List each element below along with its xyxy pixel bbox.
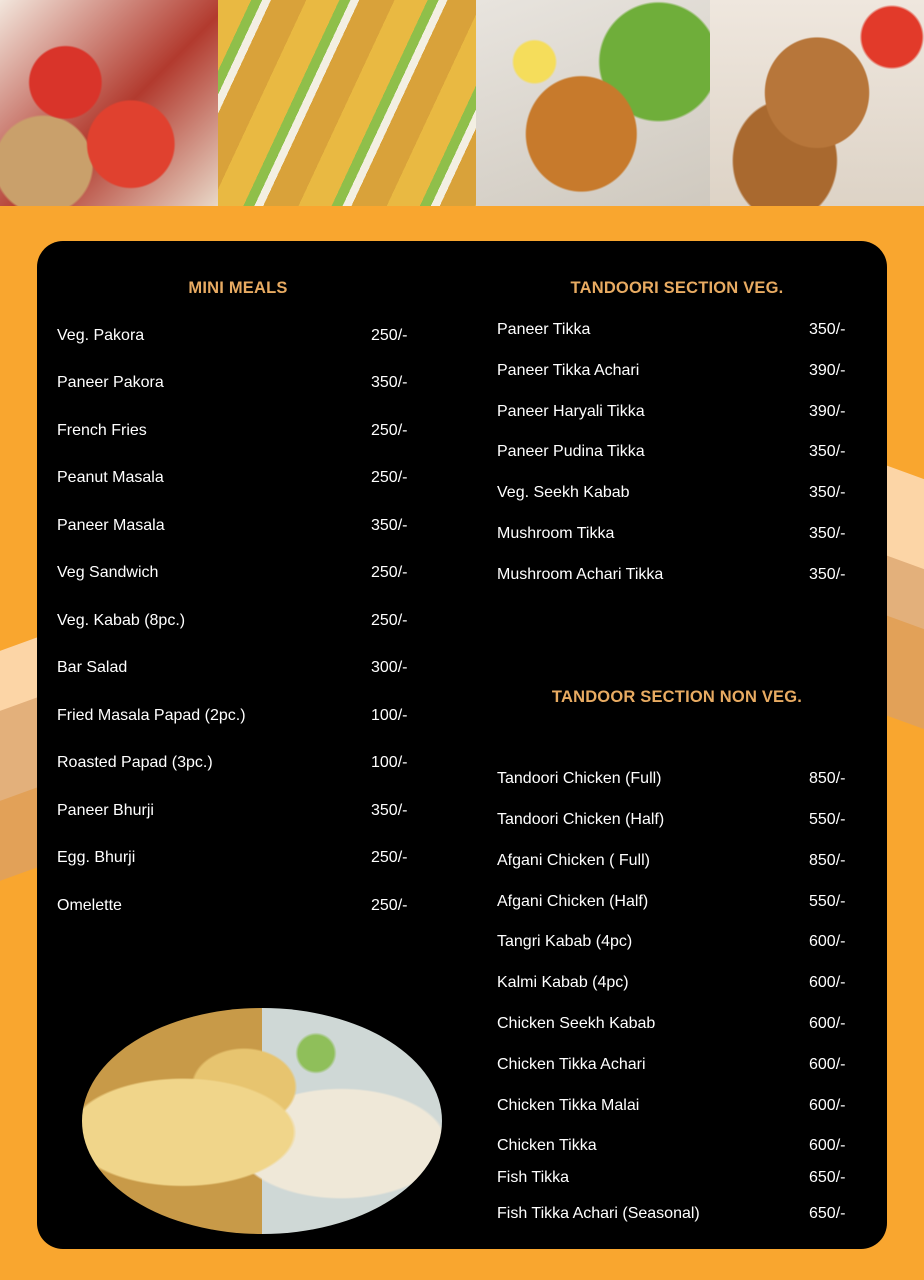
menu-item-price: 350/- xyxy=(809,484,846,501)
menu-item-name: Afgani Chicken (Half) xyxy=(497,893,649,910)
menu-item-price: 600/- xyxy=(809,1056,846,1073)
menu-item-name: Bar Salad xyxy=(57,659,128,676)
menu-item-name: Fish Tikka xyxy=(497,1169,570,1186)
menu-item-price: 350/- xyxy=(371,374,408,391)
cutlet-photo xyxy=(476,0,710,206)
menu-item-name: Peanut Masala xyxy=(57,469,164,486)
menu-item-name: Paneer Pakora xyxy=(57,374,164,391)
menu-item-price: 600/- xyxy=(809,974,846,991)
menu-item-name: Paneer Masala xyxy=(57,517,165,534)
mini-meals-title: MINI MEALS xyxy=(188,279,288,297)
menu-item-price: 350/- xyxy=(809,321,846,338)
menu-item-name: Egg. Bhurji xyxy=(57,849,136,866)
menu-item-price: 850/- xyxy=(809,770,846,787)
kabab-photo xyxy=(710,0,924,206)
menu-item-price: 650/- xyxy=(809,1169,846,1186)
menu-item-price: 100/- xyxy=(371,754,408,771)
menu-item-name: Roasted Papad (3pc.) xyxy=(57,754,213,771)
menu-item-price: 300/- xyxy=(371,659,408,676)
menu-item-price: 100/- xyxy=(371,707,408,724)
menu-item-price: 250/- xyxy=(371,327,408,344)
menu-item-price: 850/- xyxy=(809,852,846,869)
menu-item-name: Paneer Tikka xyxy=(497,321,591,338)
photo-strip xyxy=(0,0,924,206)
menu-item-price: 250/- xyxy=(371,564,408,581)
menu-item-name: Tangri Kabab (4pc) xyxy=(497,933,633,950)
menu-item-price: 250/- xyxy=(371,422,408,439)
menu-item-price: 250/- xyxy=(371,897,408,914)
tandoori-platter-photo xyxy=(82,1008,442,1234)
menu-item-price: 550/- xyxy=(809,811,846,828)
menu-item-name: Tandoori Chicken (Half) xyxy=(497,811,665,828)
menu-item-name: Omelette xyxy=(57,897,122,914)
menu-item-price: 600/- xyxy=(809,1015,846,1032)
menu-item-price: 600/- xyxy=(809,1137,846,1154)
menu-item-price: 350/- xyxy=(809,525,846,542)
menu-item-name: Veg. Pakora xyxy=(57,327,145,344)
menu-item-name: Paneer Bhurji xyxy=(57,802,154,819)
bruschetta-photo xyxy=(0,0,218,206)
menu-item-name: Chicken Seekh Kabab xyxy=(497,1015,656,1032)
menu-item-price: 600/- xyxy=(809,933,846,950)
menu-item-price: 390/- xyxy=(809,403,846,420)
menu-item-name: Chicken Tikka xyxy=(497,1137,597,1154)
menu-item-name: Mushroom Tikka xyxy=(497,525,615,542)
menu-item-price: 250/- xyxy=(371,469,408,486)
menu-item-price: 350/- xyxy=(371,517,408,534)
menu-item-price: 250/- xyxy=(371,612,408,629)
menu-item-name: Fish Tikka Achari (Seasonal) xyxy=(497,1205,700,1222)
menu-item-name: Veg. Seekh Kabab xyxy=(497,484,630,501)
menu-item-name: Veg. Kabab (8pc.) xyxy=(57,612,186,629)
menu-item-price: 600/- xyxy=(809,1097,846,1114)
menu-item-name: Kalmi Kabab (4pc) xyxy=(497,974,629,991)
menu-item-name: Paneer Tikka Achari xyxy=(497,362,640,379)
menu-item-name: Fried Masala Papad (2pc.) xyxy=(57,707,246,724)
menu-item-name: Afgani Chicken ( Full) xyxy=(497,852,650,869)
sandwich-photo xyxy=(218,0,476,206)
tandoori-veg-title: TANDOORI SECTION VEG. xyxy=(570,279,784,297)
menu-item-name: Tandoori Chicken (Full) xyxy=(497,770,662,787)
menu-item-price: 550/- xyxy=(809,893,846,910)
tandoor-non-veg-title: TANDOOR SECTION NON VEG. xyxy=(551,688,803,706)
menu-item-name: Chicken Tikka Malai xyxy=(497,1097,640,1114)
menu-item-name: Mushroom Achari Tikka xyxy=(497,566,664,583)
menu-item-name: French Fries xyxy=(57,422,147,439)
menu-item-price: 350/- xyxy=(371,802,408,819)
menu-item-name: Veg Sandwich xyxy=(57,564,159,581)
menu-item-price: 390/- xyxy=(809,362,846,379)
menu-item-price: 350/- xyxy=(809,443,846,460)
menu-item-price: 650/- xyxy=(809,1205,846,1222)
menu-item-price: 250/- xyxy=(371,849,408,866)
menu-item-price: 350/- xyxy=(809,566,846,583)
menu-item-name: Paneer Haryali Tikka xyxy=(497,403,645,420)
menu-item-name: Chicken Tikka Achari xyxy=(497,1056,646,1073)
menu-item-name: Paneer Pudina Tikka xyxy=(497,443,645,460)
